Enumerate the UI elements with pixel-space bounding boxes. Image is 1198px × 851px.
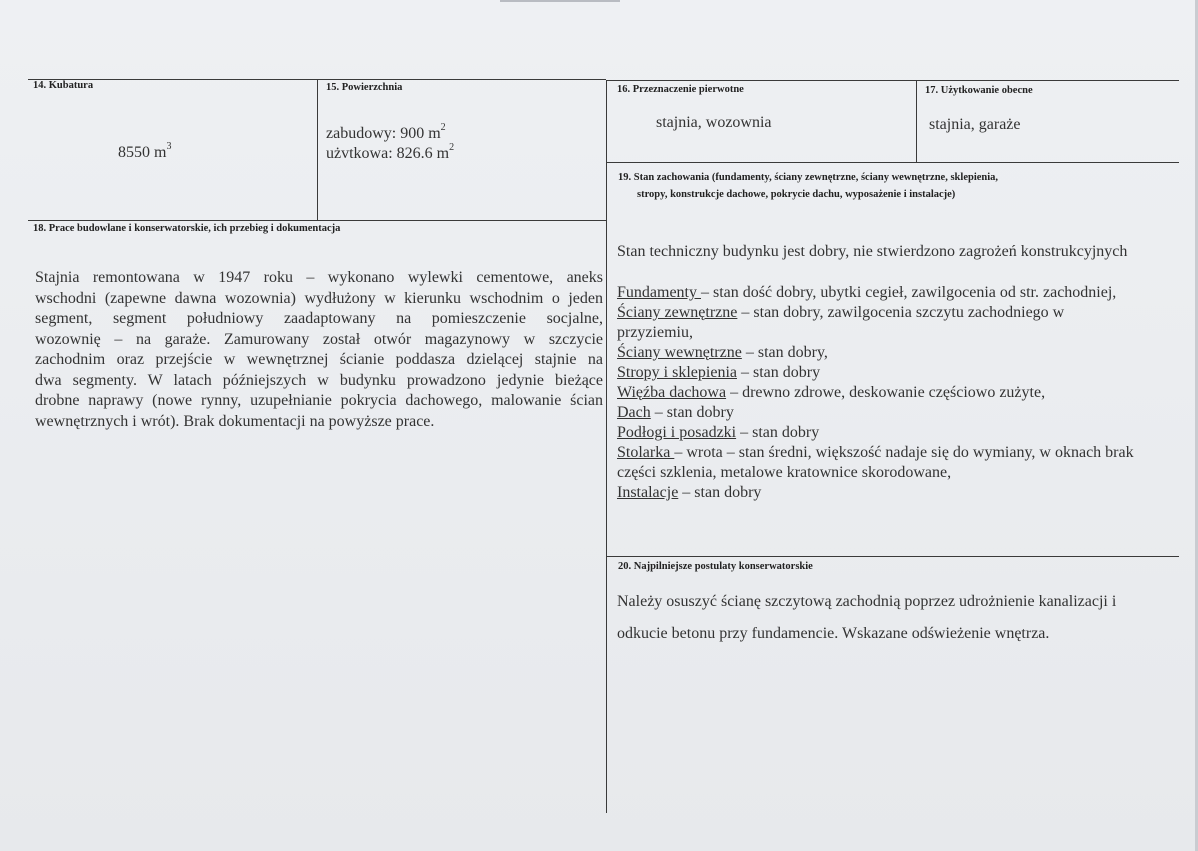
stan-term: Ściany wewnętrzne <box>617 344 742 361</box>
stan-item <box>617 403 1177 423</box>
stan-term: Stropy i sklepienia <box>617 364 737 381</box>
przeznaczenie-value: stajnia, wozownia <box>656 114 772 131</box>
divider-16-17 <box>916 80 917 162</box>
prace-line: wewnętrznych i wrót). Brak dokumentacji na powyższe prace. <box>35 412 435 430</box>
kubatura-label: 14. Kubatura <box>33 80 94 91</box>
powierzchnia-uzytkowa <box>326 141 455 163</box>
prace-line: drobne naprawy (nowe rynny, uzupełnianie pokrycia dachowego, malowanie ścian <box>35 392 603 409</box>
divider-17-19 <box>606 162 1179 163</box>
stan-item <box>617 483 1177 503</box>
stan-item <box>617 383 1177 403</box>
prace-line: wozownię – na garaże. Zamurowany został otwór magazynowy w szczycie <box>35 330 603 348</box>
stan-zachowania-label-1: 19. Stan zachowania (fundamenty, ściany zewnętrzne, ściany wewnętrzne, sklepienia, <box>618 172 999 183</box>
zabudowy-text: zabudowy: 900 m <box>326 125 441 142</box>
stan-term: Ściany zewnętrzne <box>617 304 738 321</box>
divider-14-18 <box>28 220 606 221</box>
stan-term: Więźba dachowa <box>617 384 727 401</box>
stan-term: Podłogi i posadzki <box>617 424 737 441</box>
uzytkowa-text: użvtkowa: 826.6 m <box>326 145 450 162</box>
stan-item <box>617 343 1177 363</box>
stan-term: Instalacje <box>617 484 679 501</box>
powierzchnia-label: 15. Powierzchnia <box>326 82 403 93</box>
page-edge-top <box>500 0 620 2</box>
divider-19-20 <box>606 556 1179 557</box>
prace-description <box>35 268 603 432</box>
stan-detail: – stan dość dobry, ubytki cegieł, zawilgocenia od str. zachodniej, <box>701 284 1117 301</box>
powierzchnia-zabudowy <box>326 121 446 143</box>
kubatura-number: 8550 m <box>118 144 167 161</box>
stan-term: Stolarka <box>617 444 675 461</box>
stan-item <box>617 463 1177 483</box>
stan-detail: – wrota – stan średni, większość nadaje się do wymiany, w oknach brak <box>674 444 1134 461</box>
prace-line: wschodni (zapewne dawna wozownia) wydłużony w kierunku wschodnim o jeden <box>35 289 603 307</box>
stan-detail: części szklenia, metalowe kratownice skorodowane, <box>617 464 952 481</box>
stan-detail: – stan dobry <box>736 364 821 381</box>
stan-items <box>617 283 1177 503</box>
uzytkowa-exponent: 2 <box>449 141 455 153</box>
stan-detail: – stan dobry <box>678 484 762 501</box>
divider-14-15 <box>317 79 318 220</box>
stan-item <box>617 363 1177 383</box>
stan-detail: – stan dobry, zawilgocenia szczytu zachodniego w <box>737 304 1065 321</box>
stan-term: Fundamenty <box>617 284 701 301</box>
top-border-right <box>606 80 1179 81</box>
prace-line: segment, segment południowy zaadaptowany na pomieszczenie socjalne, <box>35 310 603 327</box>
postulaty-label: 20. Najpilniejsze postulaty konserwatorskie <box>618 561 813 572</box>
postulaty-line-2: odkucie betonu przy fundamencie. Wskazane odświeżenie wnętrza. <box>617 625 1050 642</box>
stan-item <box>617 443 1177 463</box>
stan-item <box>617 423 1177 443</box>
stan-detail: – stan dobry, <box>741 344 828 361</box>
stan-summary: Stan techniczny budynku jest dobry, nie stwierdzono zagrożeń konstrukcyjnych <box>617 243 1128 260</box>
zabudowy-exponent: 2 <box>440 121 446 133</box>
prace-line: dwa segmenty. W latach późniejszych w budynku prowadzono jedynie bieżące <box>35 371 603 389</box>
stan-term: Dach <box>617 404 651 421</box>
stan-detail: – stan dobry <box>736 424 820 441</box>
prace-line: zachodnim oraz przejście w wewnętrznej ścianie poddasza dzielącej stajnie na <box>35 351 603 368</box>
stan-detail: – stan dobry <box>650 404 734 421</box>
stan-item <box>617 283 1177 303</box>
uzytkowanie-value: stajnia, garaże <box>929 116 1021 133</box>
stan-detail: – drewno zdrowe, deskowanie częściowo zużyte, <box>726 384 1046 401</box>
przeznaczenie-label: 16. Przeznaczenie pierwotne <box>617 84 744 95</box>
stan-item <box>617 303 1177 323</box>
kubatura-unit-exponent: 3 <box>166 140 172 152</box>
main-vertical-divider <box>606 80 607 813</box>
uzytkowanie-label: 17. Użytkowanie obecne <box>925 85 1033 96</box>
postulaty-line-1: Należy osuszyć ścianę szczytową zachodnią poprzez udrożnienie kanalizacji i <box>617 593 1117 610</box>
prace-line: Stajnia remontowana w 1947 roku – wykonano wylewki cementowe, aneks <box>35 269 603 286</box>
stan-zachowania-label-2: stropy, konstrukcje dachowe, pokrycie dachu, wyposażenie i instalacje) <box>637 189 956 200</box>
kubatura-value <box>118 140 172 162</box>
stan-detail: przyziemiu, <box>617 324 693 341</box>
stan-item <box>617 323 1177 343</box>
prace-label: 18. Prace budowlane i konserwatorskie, ich przebieg i dokumentacja <box>33 223 341 234</box>
